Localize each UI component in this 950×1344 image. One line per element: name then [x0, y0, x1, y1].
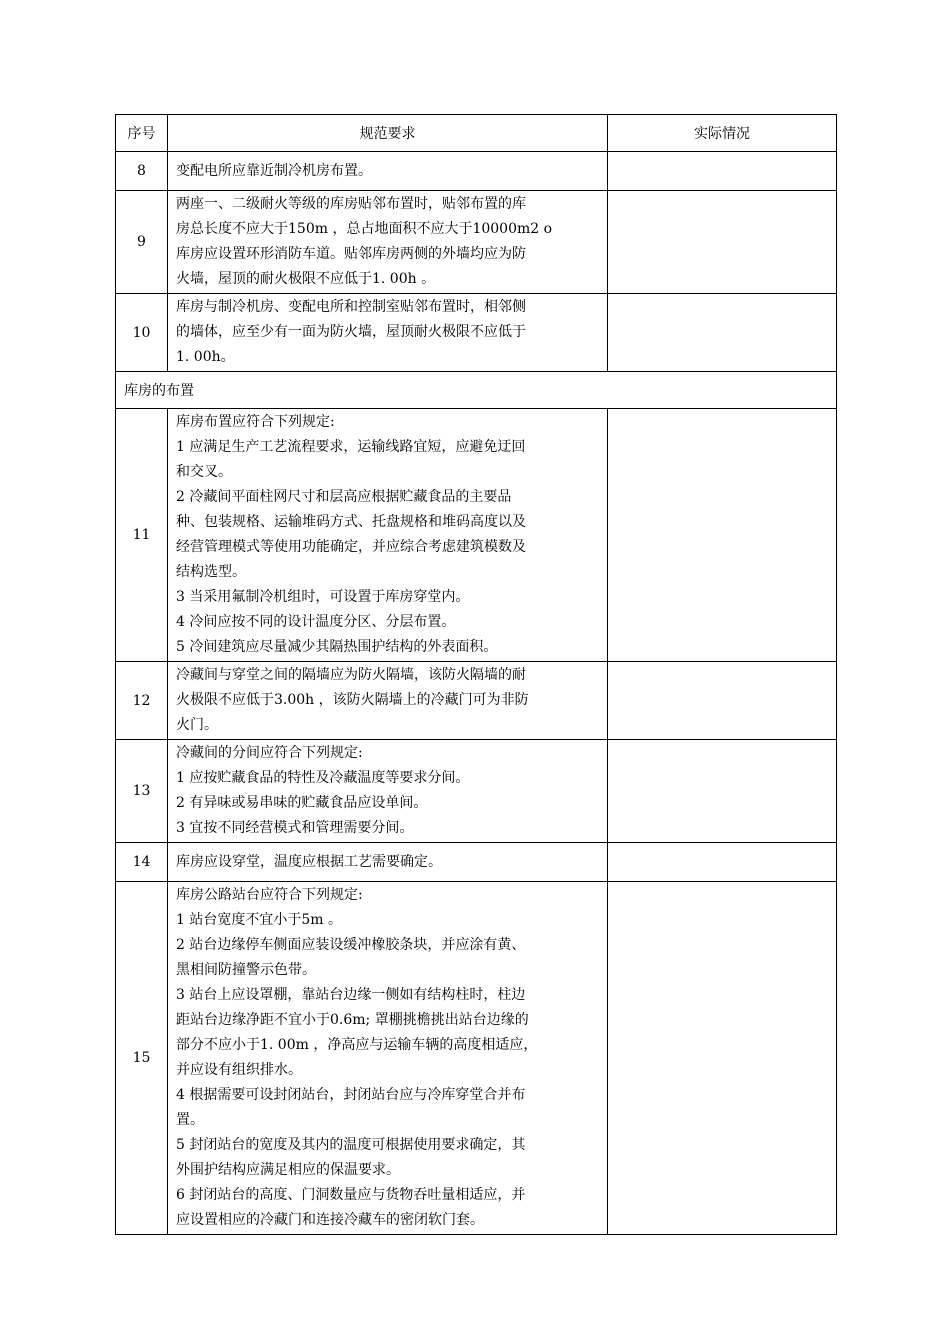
actual-cell — [608, 409, 837, 662]
requirement-line: 经营管理模式等使用功能确定，并应综合考虑建筑模数及 — [176, 539, 526, 555]
requirement-line: 应设置相应的冷藏门和连接冷藏车的密闭软门套。 — [176, 1212, 484, 1228]
requirement-cell — [168, 882, 608, 1235]
row-number: 8 — [116, 152, 168, 191]
requirement-line: 3 宜按不同经营模式和管理需要分间。 — [176, 820, 414, 836]
requirement-line: 5 冷间建筑应尽量减少其隔热围护结构的外表面积。 — [176, 639, 498, 655]
header-actual: 实际情况 — [608, 115, 837, 152]
requirement-line: 4 冷间应按不同的设计温度分区、分层布置。 — [176, 614, 456, 630]
requirement-line: 库房公路站台应符合下列规定: — [176, 887, 363, 903]
requirement-cell — [168, 152, 608, 191]
requirement-line: 冷藏间的分间应符合下列规定: — [176, 745, 363, 761]
requirement-line: 5 封闭站台的宽度及其内的温度可根据使用要求确定，其 — [176, 1137, 526, 1153]
requirement-line: 种、包装规格、运输堆码方式、托盘规格和堆码高度以及 — [176, 514, 526, 530]
requirement-line: 库房与制冷机房、变配电所和控制室贴邻布置时，相邻侧 — [176, 299, 526, 315]
requirement-line: 冷藏间与穿堂之间的隔墙应为防火隔墙，该防火隔墙的耐 — [176, 667, 526, 683]
actual-cell — [608, 152, 837, 191]
requirement-line: 火墙，屋顶的耐火极限不应低于1. 00h 。 — [176, 271, 436, 287]
requirement-line: 结构选型。 — [176, 564, 246, 580]
requirement-line: 外围护结构应满足相应的保温要求。 — [176, 1162, 400, 1178]
rows-group-1 — [116, 152, 837, 372]
row-number: 12 — [116, 662, 168, 740]
actual-cell — [608, 843, 837, 882]
requirement-line: 黑相间防撞警示色带。 — [176, 962, 316, 978]
requirement-line: 房总长度不应大于150m ，总占地面积不应大于10000m2 o — [176, 221, 553, 237]
row-number: 15 — [116, 882, 168, 1235]
requirement-line: 的墙体，应至少有一面为防火墙，屋顶耐火极限不应低于 — [176, 324, 526, 340]
requirement-line: 1. 00h。 — [176, 349, 235, 365]
actual-cell — [608, 294, 837, 372]
row-number: 11 — [116, 409, 168, 662]
requirement-cell — [168, 843, 608, 882]
requirement-line: 1 应按贮藏食品的特性及冷藏温度等要求分间。 — [176, 770, 470, 786]
requirement-line: 距站台边缘净距不宜小于0.6m; 罩棚挑檐挑出站台边缘的 — [176, 1012, 529, 1028]
table-row — [116, 152, 837, 191]
requirement-line: 3 站台上应设罩棚，靠站台边缘一侧如有结构柱时，柱边 — [176, 987, 526, 1003]
requirement-line: 4 根据需要可设封闭站台，封闭站台应与冷库穿堂合并布 — [176, 1087, 526, 1103]
table-row — [116, 662, 837, 740]
requirement-line: 1 应满足生产工艺流程要求，运输线路宜短，应避免迂回 — [176, 439, 526, 455]
table-row — [116, 409, 837, 662]
requirement-line: 火极限不应低于3.00h ，该防火隔墙上的冷藏门可为非防 — [176, 692, 529, 708]
requirement-line: 2 冷藏间平面柱网尺寸和层高应根据贮藏食品的主要品 — [176, 489, 512, 505]
table-row — [116, 882, 837, 1235]
requirement-line: 6 封闭站台的高度、门洞数量应与货物吞吐量相适应，并 — [176, 1187, 526, 1203]
rows-group-2 — [116, 409, 837, 1235]
table-row — [116, 294, 837, 372]
requirement-cell — [168, 409, 608, 662]
table-header-row — [116, 115, 837, 152]
section-title: 库房的布置 — [116, 372, 837, 409]
requirement-line: 变配电所应靠近制冷机房布置。 — [176, 162, 372, 179]
requirement-line: 2 有异味或易串味的贮藏食品应设单间。 — [176, 795, 428, 811]
requirement-line: 库房应设穿堂，温度应根据工艺需要确定。 — [176, 853, 442, 870]
row-number: 10 — [116, 294, 168, 372]
requirement-line: 库房布置应符合下列规定: — [176, 414, 335, 430]
requirement-cell — [168, 740, 608, 843]
actual-cell — [608, 662, 837, 740]
table-row — [116, 843, 837, 882]
requirement-cell — [168, 191, 608, 294]
row-number: 13 — [116, 740, 168, 843]
requirement-line: 和交叉。 — [176, 464, 232, 480]
actual-cell — [608, 882, 837, 1235]
requirement-line: 3 当采用氟制冷机组时，可设置于库房穿堂内。 — [176, 589, 470, 605]
table-row — [116, 740, 837, 843]
row-number: 14 — [116, 843, 168, 882]
requirement-line: 2 站台边缘停车侧面应装设缓冲橡胶条块，并应涂有黄、 — [176, 937, 526, 953]
requirement-line: 两座一、二级耐火等级的库房贴邻布置时，贴邻布置的库 — [176, 196, 526, 212]
actual-cell — [608, 740, 837, 843]
header-no: 序号 — [116, 115, 168, 152]
requirement-line: 置。 — [176, 1112, 204, 1128]
requirement-cell — [168, 294, 608, 372]
table-row — [116, 191, 837, 294]
requirement-line: 库房应设置环形消防车道。贴邻库房两侧的外墙均应为防 — [176, 246, 526, 262]
header-requirement: 规范要求 — [168, 115, 608, 152]
requirements-table — [115, 114, 837, 1235]
requirement-line: 部分不应小于1. 00m ，净高应与运输车辆的高度相适应， — [176, 1037, 538, 1053]
row-number: 9 — [116, 191, 168, 294]
actual-cell — [608, 191, 837, 294]
requirement-line: 并应设有组织排水。 — [176, 1062, 302, 1078]
requirement-line: 1 站台宽度不宜小于5m 。 — [176, 912, 342, 928]
section-row — [116, 372, 837, 409]
requirement-line: 火门。 — [176, 717, 218, 733]
requirement-cell — [168, 662, 608, 740]
